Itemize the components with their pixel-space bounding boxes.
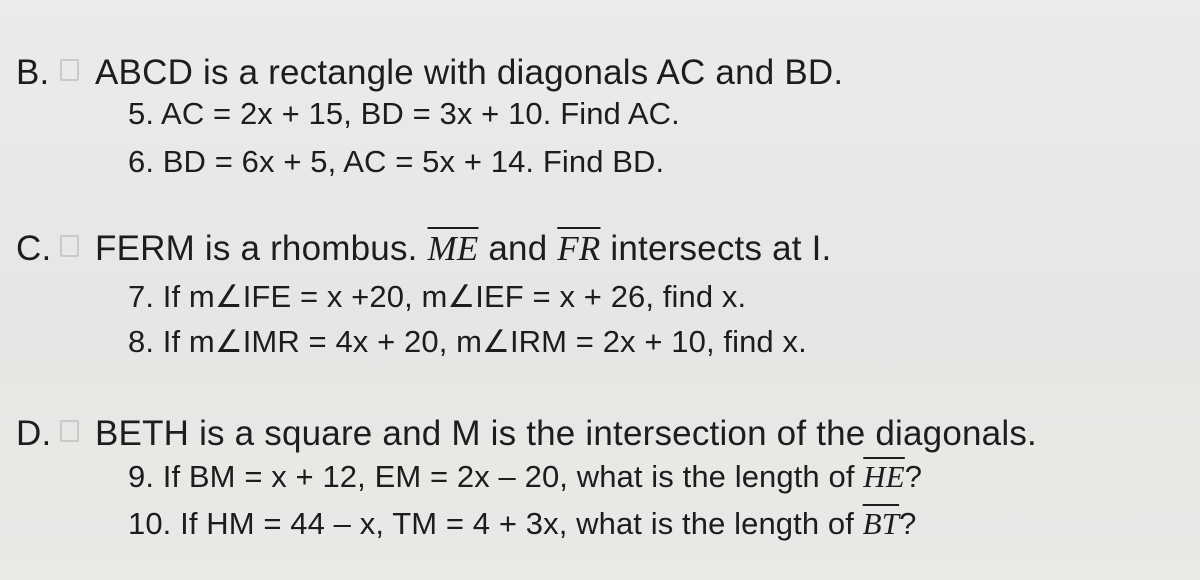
problem-text-end: ? (899, 506, 917, 541)
section-d-heading (16, 416, 1037, 451)
section-letter: B. (16, 53, 50, 92)
checkbox-icon (60, 420, 79, 442)
problem-text: 10. If HM = 44 – x, TM = 4 + 3x, what is the length of (128, 506, 863, 541)
problem-5: 5. AC = 2x + 15, BD = 3x + 10. Find AC. (128, 96, 680, 131)
problem-10 (128, 508, 916, 539)
section-c-heading (16, 231, 831, 266)
checkbox-icon (60, 59, 79, 81)
heading-text-pre: FERM is a rhombus. (95, 229, 428, 268)
segment-fr-overline: $\overline{FR}$ (557, 229, 601, 268)
problem-7: 7. If m∠IFE = x +20, m∠IEF = x + 26, find x. (128, 279, 747, 314)
section-heading-text: BETH is a square and M is the intersection of the diagonals. (95, 414, 1037, 453)
heading-text-post: intersects at I. (600, 229, 832, 268)
section-heading-text: ABCD is a rectangle with diagonals AC and BD. (95, 53, 844, 92)
checkbox-icon (60, 235, 79, 257)
problem-8: 8. If m∠IMR = 4x + 20, m∠IRM = 2x + 10, find x. (128, 324, 807, 359)
section-letter: D. (16, 414, 52, 453)
heading-text-mid: and (478, 229, 558, 268)
segment-bt-overline: $\overline{BT}$ (862, 506, 900, 541)
problem-text-end: ? (904, 459, 923, 494)
problem-6: 6. BD = 6x + 5, AC = 5x + 14. Find BD. (128, 144, 665, 179)
segment-me-overline: $\overline{ME}$ (427, 229, 479, 268)
problem-9 (128, 461, 922, 492)
problem-text: 9. If BM = x + 12, EM = 2x – 20, what is the length of (128, 459, 864, 494)
section-b-heading (16, 55, 843, 90)
segment-he-overline: $\overline{HE}$ (863, 459, 905, 494)
section-letter: C. (16, 229, 52, 268)
